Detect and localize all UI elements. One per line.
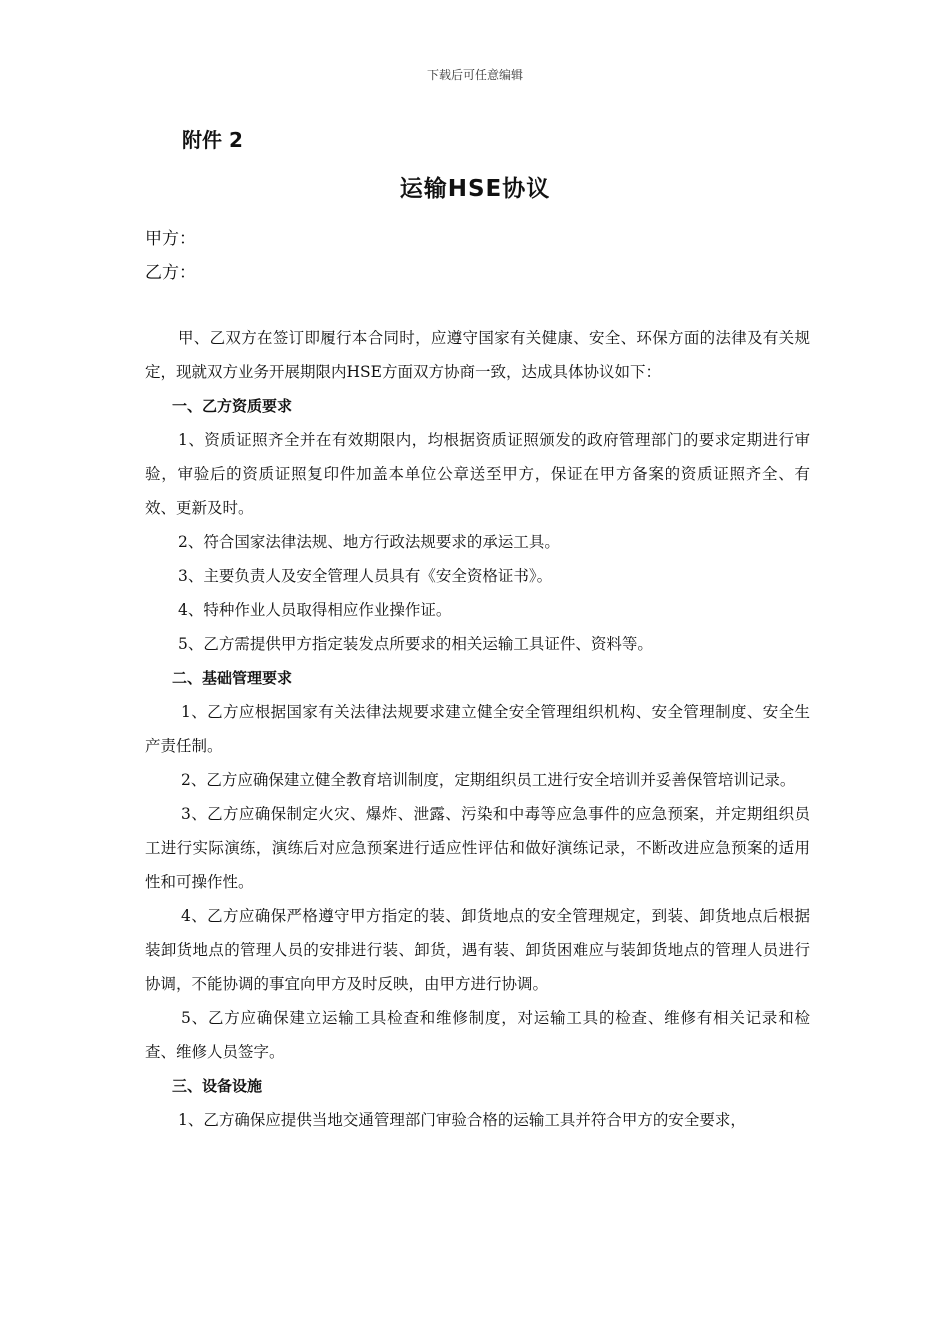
section-heading-qualification: 一、乙方资质要求 xyxy=(172,397,293,415)
section-item: 2、符合国家法律法规、地方行政法规要求的承运工具。 xyxy=(178,533,560,551)
document-title: 运输HSE协议 xyxy=(399,176,551,202)
attachment-label: 附件 2 xyxy=(182,128,243,152)
section-item: 4、特种作业人员取得相应作业操作证。 xyxy=(178,601,452,619)
section-item: 5、乙方需提供甲方指定装发点所要求的相关运输工具证件、资料等。 xyxy=(178,635,653,653)
agreement-body xyxy=(145,321,810,1137)
section-item: 1、乙方确保应提供当地交通管理部门审验合格的运输工具并符合甲方的安全要求， xyxy=(178,1111,746,1129)
section-item: 5、乙方应确保建立运输工具检查和维修制度，对运输工具的检查、维修有相关记录和检查、维修人员签字。 xyxy=(145,1009,810,1061)
section-heading-management: 二、基础管理要求 xyxy=(172,669,293,687)
section-item: 1、资质证照齐全并在有效期限内，均根据资质证照颁发的政府管理部门的要求定期进行审验，审验后的资质证照复印件加盖本单位公章送至甲方，保证在甲方备案的资质证照齐全、有效、更新及时。 xyxy=(145,431,810,517)
intro-paragraph: 甲、乙双方在签订即履行本合同时，应遵守国家有关健康、安全、环保方面的法律及有关规定，现就双方业务开展期限内HSE方面双方协商一致，达成具体协议如下： xyxy=(145,329,810,381)
section-item: 2、乙方应确保建立健全教育培训制度，定期组织员工进行安全培训并妥善保管培训记录。 xyxy=(181,771,796,789)
section-item: 4、乙方应确保严格遵守甲方指定的装、卸货地点的安全管理规定，到装、卸货地点后根据装卸货地点的管理人员的安排进行装、卸货，遇有装、卸货困难应与装卸货地点的管理人员进行协调，不能协调的事宜向甲方及时反映，由甲方进行协调。 xyxy=(145,907,810,993)
party-b-label: 乙方： xyxy=(145,263,196,283)
party-a-label: 甲方： xyxy=(145,229,196,249)
section-heading-equipment: 三、设备设施 xyxy=(172,1077,263,1095)
header-note: 下载后可任意编辑 xyxy=(426,68,523,82)
section-item: 3、主要负责人及安全管理人员具有《安全资格证书》。 xyxy=(178,567,553,585)
section-item: 1、乙方应根据国家有关法律法规要求建立健全安全管理组织机构、安全管理制度、安全生产责任制。 xyxy=(145,703,810,755)
section-item: 3、乙方应确保制定火灾、爆炸、泄露、污染和中毒等应急事件的应急预案，并定期组织员工进行实际演练，演练后对应急预案进行适应性评估和做好演练记录，不断改进应急预案的适用性和可操作性。 xyxy=(145,805,810,891)
